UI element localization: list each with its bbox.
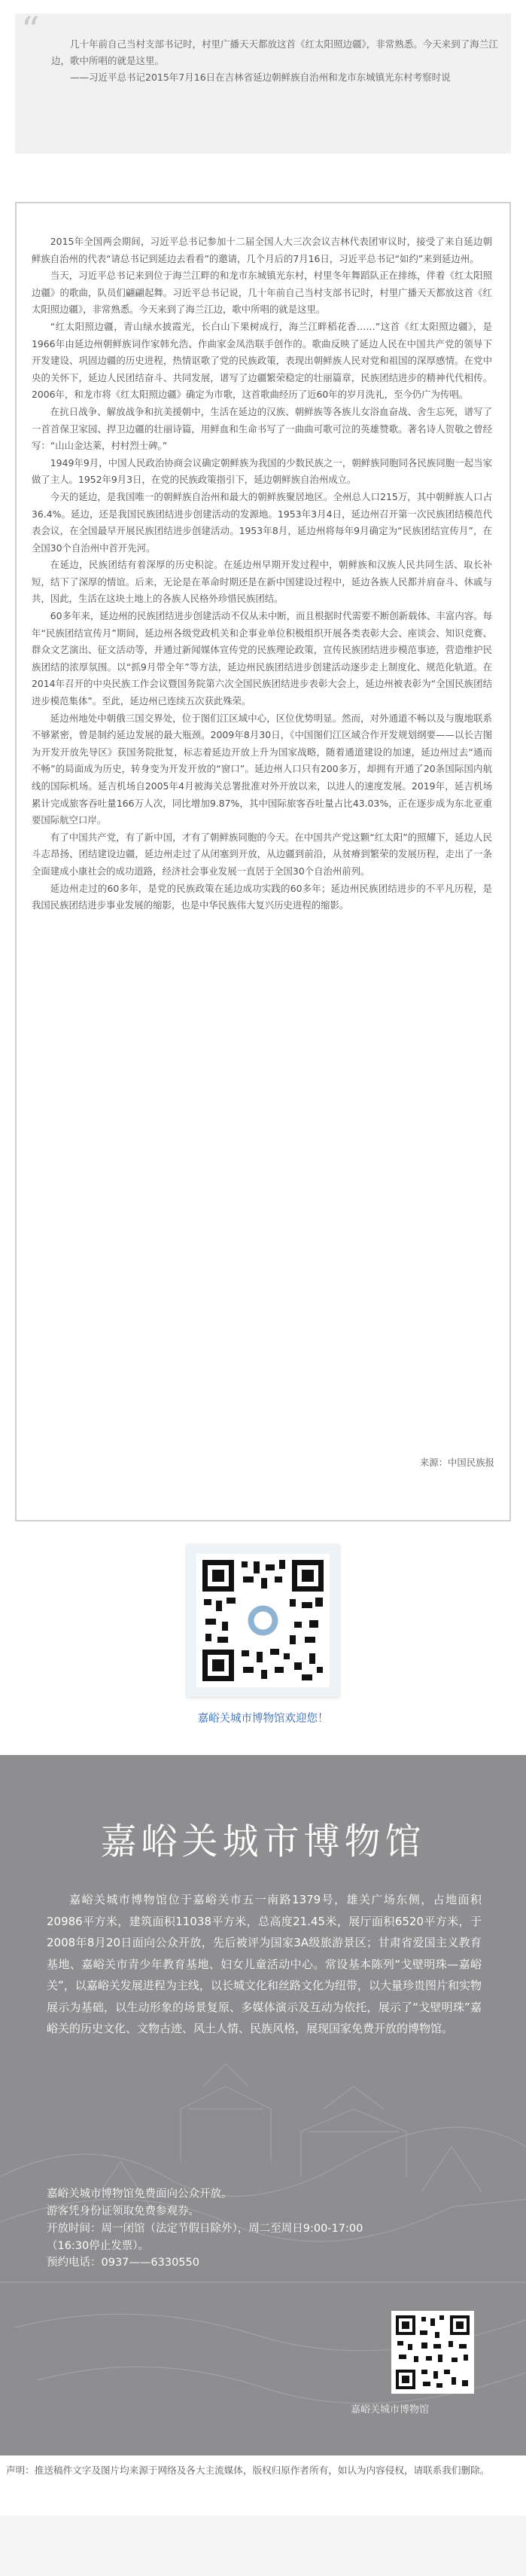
quote-text: [51, 36, 503, 86]
article-paragraph: “红太阳照边疆，青山绿水披霞光，长白山下果树成行，海兰江畔稻花香……”这首《红太阳照边疆》，是1966年由延边州朝鲜族词作家韩允浩、作曲家金凤浩联手创作的。歌曲反映了延边人民在中国共产党的领导下开发建设、巩固边疆的历史进程，热情讴歌了党的民族政策，表现出朝鲜族人民对党和祖国的深厚感情。在党中央的关怀下，延边人民团结奋斗、共同发展，谱写了边疆繁荣稳定的壮丽篇章，民族团结进步的精神代代相传。2006年，和龙市将《红太阳照边疆》确定为市歌，这首歌曲经历了近60年的岁月洗礼，至今仍广为传唱。: [32, 320, 492, 401]
quote-paragraph: 几十年前自己当村支部书记时，村里广播天天都放这首《红太阳照边疆》，非常熟悉。今天来到了海兰江边，歌中所唱的就是这里。: [51, 38, 498, 66]
qr-caption: 嘉峪关城市博物馆欢迎您！: [197, 1713, 329, 1725]
museum-qr-code[interactable]: [391, 2311, 474, 2394]
copyright-statement: 声明：推送稿件文字及图片均来源于网络及各大主流媒体，版权归原作者所有，如认为内容侵权，请联系我们删除。: [6, 2465, 490, 2476]
article-paragraph: 延边州走过的60多年，是党的民族政策在延边成功实践的60多年；延边州民族团结进步的不平凡历程，是我国民族团结进步事业发展的缩影，也是中华民族伟大复兴历史进程的缩影。: [32, 882, 492, 911]
museum-intro: 嘉峪关城市博物馆位于嘉峪关市五一南路1379号，雄关广场东侧，占地面积20986平方米，建筑面积11038平方米，总高度21.45米，展厅面积6520平方米，于2008年8月20日面向公众开放，先后被评为国家3A级旅游景区；甘肃省爱国主义教育基地、嘉峪关市青少年教育基地、妇女儿童活动中心。常设基本陈列“戈壁明珠—嘉峪关”，以嘉峪关发展进程为主线，以长城文化和丝路文化为纽带，以大量珍贵图片和实物展示为基础，以生动形象的场景复原、多媒体演示及互动为依托，展示了“戈壁明珠”嘉峪关的历史文化、文物古迹、风土人情、民族风格，展现国家免费开放的博物馆。: [47, 1893, 482, 2035]
museum-info-line: 嘉峪关城市博物馆免费面向公众开放。: [47, 2188, 233, 2200]
quote-attribution: ——习近平总书记2015年7月16日在吉林省延边朝鲜族自治州和龙市东城镇光东村考察时说: [70, 72, 451, 83]
article-paragraph: 今天的延边，是我国唯一的朝鲜族自治州和最大的朝鲜族聚居地区。全州总人口215万，其中朝鲜族人口占36.4%。延边，还是我国民族团结进步创建活动的发源地。1953年3月4日，延边州召开第一次民族团结模范代表会议，在全国最早开展民族团结进步创建活动。1953年8月，延边州将每年9月确定为“民族团结宣传月”，在全国30个自治州中首开先河。: [32, 490, 492, 554]
museum-info: [47, 2186, 400, 2255]
museum-phone[interactable]: 预约电话：0937——6330550: [47, 2257, 199, 2269]
qr-code-card[interactable]: [187, 1544, 339, 1697]
article-body: [32, 233, 492, 914]
article-paragraph: 在抗日战争、解放战争和抗美援朝中，生活在延边的汉族、朝鲜族等各族儿女浴血奋战、舍生忘死，谱写了一首首保卫家园、捍卫边疆的壮丽诗篇，用鲜血和生命书写了一曲曲可歌可泣的英雄赞歌。著名诗人贺敬之曾经写：“山山金达莱，村村烈士碑。”: [32, 405, 492, 452]
qr-code-icon: [196, 1554, 330, 1687]
article-paragraph: 60多年来，延边州的民族团结进步创建活动不仅从未中断，而且根据时代需要不断创新载体、丰富内容。每年“民族团结宣传月”期间，延边州各级党政机关和企事业单位积极组织开展各类表彰大会、座谈会、知识竞赛、群众文艺演出、征文活动等，并通过新闻媒体宣传党的民族理论政策，宣传民族团结进步模范事迹，营造维护民族团结的浓厚氛围。以“抓9月带全年”等方法，延边州民族团结进步创建活动逐步走上制度化、规范化轨道。在2014年召开的中央民族工作会议暨国务院第六次全国民族团结进步表彰大会上，延边州被表彰为“全国民族团结进步模范集体”。至此，延边州已连续五次获此殊荣。: [32, 610, 492, 707]
article-paragraph: 2015年全国两会期间，习近平总书记参加十二届全国人大三次会议吉林代表团审议时，接受了来自延边朝鲜族自治州的代表“请总书记到延边去看看”的邀请，几个月后的7月16日，习近平总书记“如约”来到延边州。: [32, 236, 492, 264]
museum-section: [0, 1755, 526, 2455]
article-paragraph: 1949年9月，中国人民政治协商会议确定朝鲜族为我国的少数民族之一，朝鲜族同胞同各民族同胞一起当家做了主人。1952年9月3日，在党的民族政策指引下，延边朝鲜族自治州成立。: [32, 456, 492, 486]
quote-mark-icon: “: [21, 9, 40, 51]
footer-band: [0, 2516, 526, 2576]
article-paragraph: 有了中国共产党，有了新中国，才有了朝鲜族同胞的今天。在中国共产党这颗“红太阳”的照耀下，延边人民斗志昂扬、团结建设边疆，延边州走过了从闭塞到开放，从边疆到前沿，从贫瘠到繁荣的发展历程，走出了一条全面建成小康社会的成功道路，经济社会事业发展一直居于全国30个自治州前列。: [32, 831, 492, 877]
museum-watermark: 嘉峪关城市博物馆: [351, 2404, 430, 2416]
quote-box: [15, 9, 511, 154]
article-paragraph: 在延边，民族团结有着深厚的历史积淀。在延边州早期开发过程中，朝鲜族和汉族人民共同生活、取长补短，结下了深厚的情谊。后来，无论是在革命时期还是在新中国建设过程中，延边各族人民都并肩奋斗、休戚与共，因此，生活在这块土地上的各族人民格外珍惜民族团结。: [32, 559, 492, 605]
museum-info-line: 开放时间：周一闭馆（法定节假日除外），周二至周日9:00-17:00（16:30停止发票）。: [47, 2223, 363, 2252]
qr-code-icon: [391, 2311, 474, 2394]
museum-title: 嘉峪关城市博物馆: [100, 1821, 426, 1863]
article-source: 来源：中国民族报: [419, 1457, 494, 1468]
article-box: [15, 202, 511, 1521]
museum-info-line: 游客凭身份证领取免费参观券。: [47, 2205, 199, 2217]
article-paragraph: 当天，习近平总书记来到位于海兰江畔的和龙市东城镇光东村，村里冬年舞蹈队正在排练，伴着《红太阳照边疆》的歌曲，队员们翩翩起舞。习近平总书记说，几十年前自己当村支部书记时，村里广播天天都放这首《红太阳照边疆》，非常熟悉。今天来到了海兰江边，歌中所唱的就是这里。: [32, 270, 492, 316]
article-paragraph: 延边州地处中朝俄三国交界处，位于图们江区域中心，区位优势明显。然而，对外通道不畅以及与腹地联系不够紧密，曾是制约延边发展的最大瓶颈。2009年8月30日，《中国图们江区域合作开发规划纲要——以长吉图为开发开放先导区》获国务院批复，标志着延边开放上升为国家战略，随着通道建设的加速，延边州过去“通而不畅”的局面成为历史，转身变为开发开放的“窗口”。延边州人口只有200多万，却拥有开通了20条国际国内航线的国际机场。延吉机场自2005年4月被海关总署批准对外开放以来，以进人的速度发展。2019年，延吉机场累计完成旅客吞吐量166万人次，同比增加9.87%，其中国际旅客吞吐量占比43.03%，正在逐步成为东北亚重要国际航空口岸。: [32, 712, 492, 826]
